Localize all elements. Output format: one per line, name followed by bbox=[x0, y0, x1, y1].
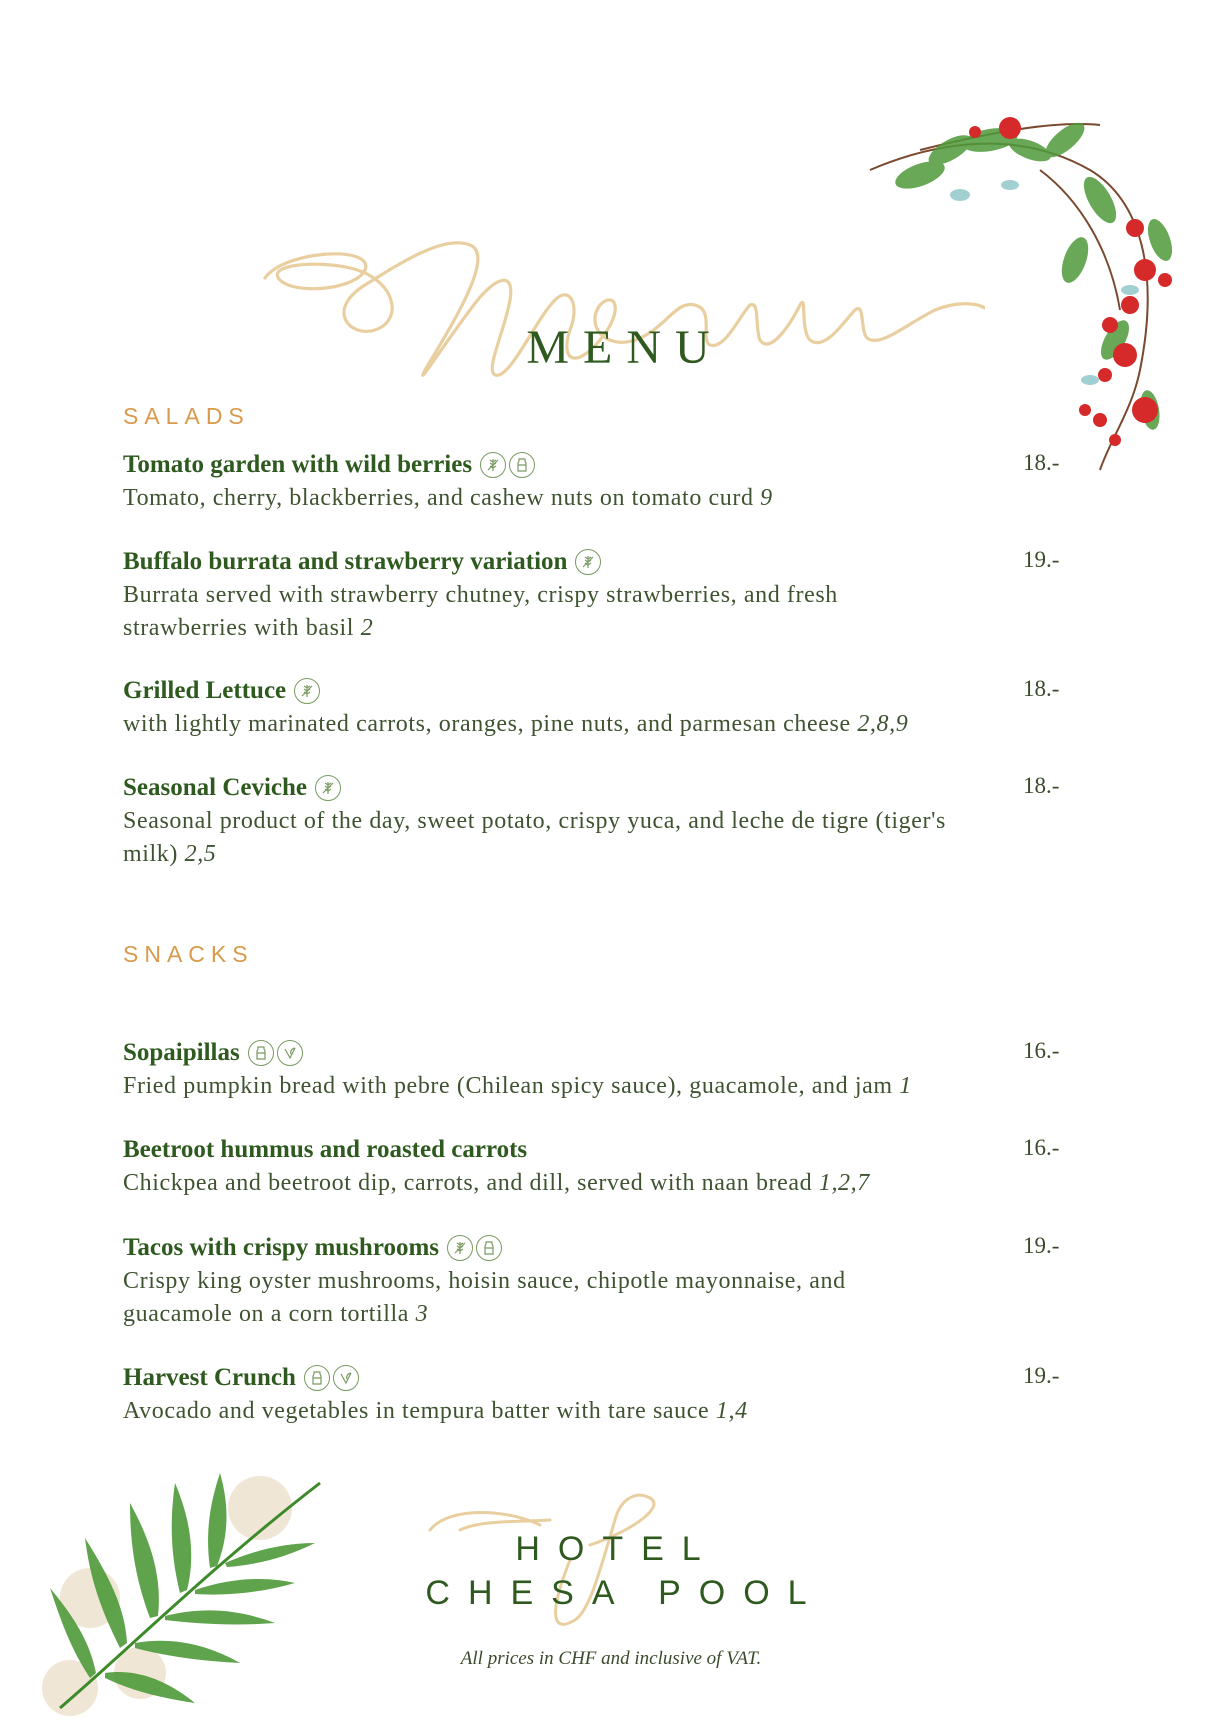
item-price: 18.- bbox=[1023, 450, 1060, 475]
item-price: 19.- bbox=[1023, 1363, 1060, 1388]
menu-item bbox=[123, 771, 1113, 871]
lactose-free-icon bbox=[476, 1235, 502, 1261]
item-price: 19.- bbox=[1023, 1233, 1060, 1258]
item-name: Buffalo burrata and strawberry variation bbox=[123, 548, 568, 575]
section-heading-salads: SALADS bbox=[123, 403, 250, 429]
price-note: All prices in CHF and inclusive of VAT. bbox=[460, 1648, 762, 1669]
item-description: Crispy king oyster mushrooms, hoisin sauce, chipotle mayonnaise, and guacamole on a corn tortilla bbox=[123, 1268, 846, 1327]
item-name: Beetroot hummus and roasted carrots bbox=[123, 1136, 528, 1163]
lactose-free-icon bbox=[509, 452, 535, 478]
item-allergens: 2,5 bbox=[184, 841, 217, 867]
menu-item bbox=[123, 1231, 1113, 1331]
gluten-free-icon bbox=[315, 775, 341, 801]
item-allergens: 1,4 bbox=[715, 1398, 748, 1424]
vegan-icon bbox=[333, 1365, 359, 1391]
menu-item bbox=[123, 1133, 1113, 1200]
item-price: 18.- bbox=[1023, 676, 1060, 701]
page-title: MENU bbox=[526, 321, 724, 374]
item-price: 16.- bbox=[1023, 1038, 1060, 1063]
item-name: Tacos with crispy mushrooms bbox=[123, 1234, 440, 1261]
item-price: 16.- bbox=[1023, 1135, 1060, 1160]
item-name: Seasonal Ceviche bbox=[123, 774, 308, 801]
item-description: Tomato, cherry, blackberries, and cashew nuts on tomato curd bbox=[123, 485, 754, 511]
item-name: Grilled Lettuce bbox=[123, 677, 287, 704]
item-allergens: 2 bbox=[360, 615, 374, 641]
item-description: Fried pumpkin bread with pebre (Chilean spicy sauce), guacamole, and jam bbox=[123, 1073, 893, 1099]
menu-item bbox=[123, 1361, 1113, 1428]
lactose-free-icon bbox=[304, 1365, 330, 1391]
item-allergens: 9 bbox=[760, 485, 773, 511]
hotel-name-line1: HOTEL bbox=[515, 1530, 719, 1568]
menu-item bbox=[123, 1036, 1113, 1103]
item-allergens: 1,2,7 bbox=[818, 1170, 870, 1196]
gluten-free-icon bbox=[447, 1235, 473, 1261]
floral-corner-decoration bbox=[860, 110, 1205, 480]
menu-item bbox=[123, 545, 1113, 645]
item-allergens: 1 bbox=[899, 1073, 912, 1099]
item-description: Seasonal product of the day, sweet potato, crispy yuca, and leche de tigre (tiger's milk) bbox=[123, 808, 946, 867]
gluten-free-icon bbox=[575, 549, 601, 575]
item-description: Burrata served with strawberry chutney, crispy strawberries, and fresh strawberries with basil bbox=[123, 582, 838, 641]
section-heading-snacks: SNACKS bbox=[123, 941, 254, 967]
gluten-free-icon bbox=[480, 452, 506, 478]
item-name: Tomato garden with wild berries bbox=[123, 451, 473, 478]
menu-item bbox=[123, 448, 1113, 515]
item-allergens: 2,8,9 bbox=[857, 711, 909, 737]
item-price: 18.- bbox=[1023, 773, 1060, 798]
item-description: Avocado and vegetables in tempura batter with tare sauce bbox=[123, 1398, 710, 1424]
item-allergens: 3 bbox=[415, 1301, 429, 1327]
item-name: Harvest Crunch bbox=[123, 1364, 296, 1391]
gluten-free-icon bbox=[294, 678, 320, 704]
item-name: Sopaipillas bbox=[123, 1039, 240, 1066]
menu-item bbox=[123, 674, 1113, 741]
vegan-icon bbox=[277, 1040, 303, 1066]
hotel-name-line2: CHESA POOL bbox=[425, 1574, 825, 1612]
item-price: 19.- bbox=[1023, 547, 1060, 572]
lactose-free-icon bbox=[248, 1040, 274, 1066]
item-description: with lightly marinated carrots, oranges, pine nuts, and parmesan cheese bbox=[123, 711, 851, 737]
item-description: Chickpea and beetroot dip, carrots, and dill, served with naan bread bbox=[123, 1170, 813, 1196]
